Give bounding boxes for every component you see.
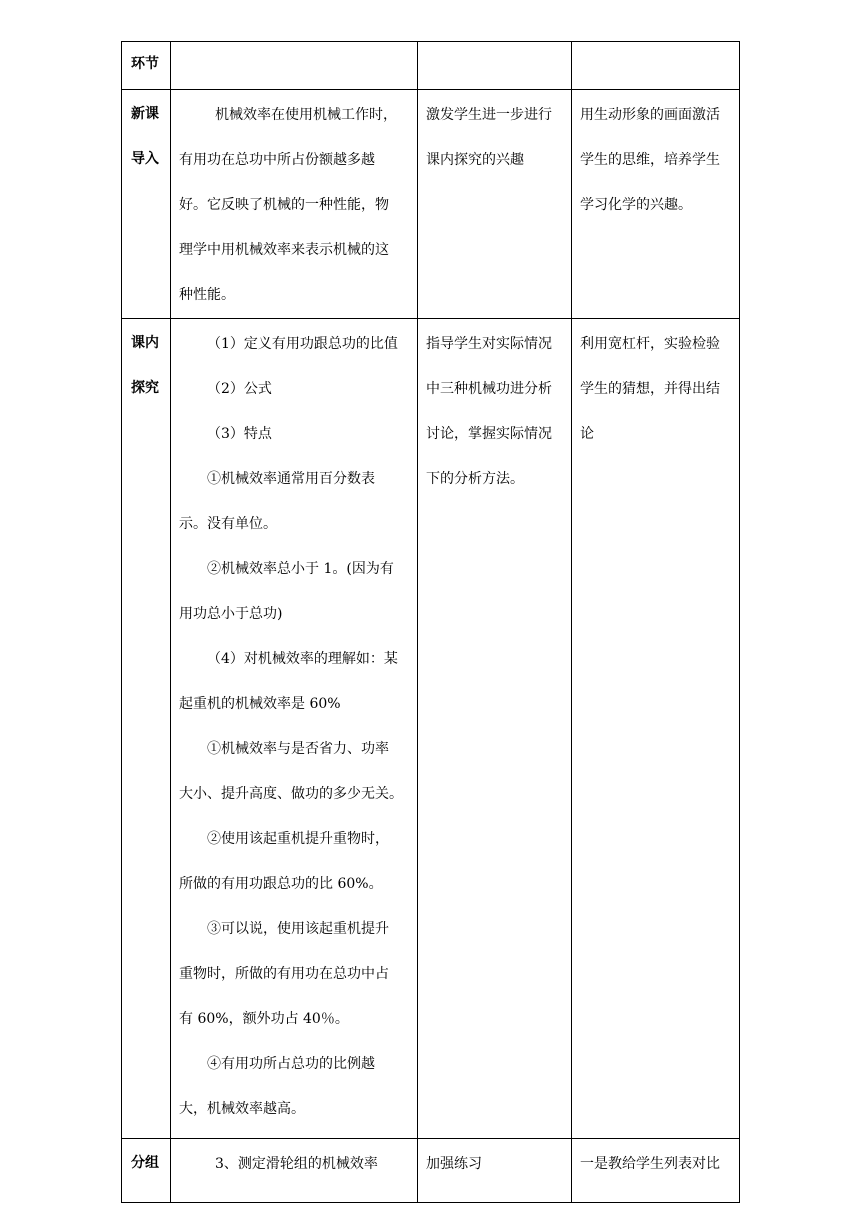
student-activity-cell bbox=[418, 1139, 572, 1203]
student-line: 讨论，掌握实际情况 bbox=[426, 426, 552, 442]
content-line: 大小、提升高度、做功的多少无关。 bbox=[179, 786, 403, 802]
content-line: （4）对机械效率的理解如：某 bbox=[207, 651, 398, 667]
student-line: 激发学生进一步进行 bbox=[426, 107, 552, 123]
content-line: 所做的有用功跟总功的比 60%。 bbox=[179, 876, 383, 892]
content-line: ③可以说，使用该起重机提升 bbox=[207, 921, 389, 937]
stage-cell bbox=[122, 1139, 171, 1203]
student-line: 指导学生对实际情况 bbox=[426, 336, 552, 352]
lesson-plan-table bbox=[121, 41, 740, 1203]
content-line: （1）定义有用功跟总功的比值 bbox=[207, 336, 398, 352]
content-line: （2）公式 bbox=[207, 381, 272, 397]
content-line: 机械效率在使用机械工作时， bbox=[215, 107, 397, 123]
intent-line: 论 bbox=[580, 426, 594, 442]
intent-line: 利用宽杠杆，实验检验 bbox=[580, 336, 720, 352]
content-line: （3）特点 bbox=[207, 426, 272, 442]
content-line: 重物时，所做的有用功在总功中占 bbox=[179, 966, 389, 982]
table-header-row bbox=[122, 42, 740, 90]
table-row bbox=[122, 90, 740, 319]
student-header-cell bbox=[418, 42, 572, 90]
content-line: ①机械效率通常用百分数表 bbox=[207, 471, 375, 487]
content-line: 起重机的机械效率是 60% bbox=[179, 696, 341, 712]
content-line: 3、测定滑轮组的机械效率 bbox=[215, 1156, 378, 1172]
intent-line: 一是教给学生列表对比 bbox=[580, 1156, 720, 1172]
content-header-cell bbox=[171, 42, 418, 90]
stage-label-line: 探究 bbox=[131, 380, 159, 396]
content-cell bbox=[171, 319, 418, 1139]
intent-line: 学生的猜想，并得出结 bbox=[580, 381, 720, 397]
intent-line: 学习化学的兴趣。 bbox=[580, 197, 692, 213]
stage-cell bbox=[122, 90, 171, 319]
content-cell bbox=[171, 1139, 418, 1203]
content-line: ②机械效率总小于 1。(因为有 bbox=[207, 561, 394, 577]
content-line: 理学中用机械效率来表示机械的这 bbox=[179, 242, 389, 258]
content-line: 有用功在总功中所占份额越多越 bbox=[179, 152, 375, 168]
content-line: ②使用该起重机提升重物时， bbox=[207, 831, 389, 847]
design-intent-cell bbox=[572, 90, 740, 319]
intent-line: 用生动形象的画面激活 bbox=[580, 107, 720, 123]
student-line: 课内探究的兴趣 bbox=[426, 152, 524, 168]
content-line: 示。没有单位。 bbox=[179, 516, 277, 532]
content-line: 好。它反映了机械的一种性能，物 bbox=[179, 197, 389, 213]
table-row bbox=[122, 1139, 740, 1203]
stage-label-line: 新课 bbox=[131, 106, 159, 122]
content-line: 有 60%，额外功占 40％。 bbox=[179, 1011, 349, 1027]
stage-label-line: 分组 bbox=[131, 1155, 159, 1171]
student-line: 下的分析方法。 bbox=[426, 471, 524, 487]
content-line: 种性能。 bbox=[179, 287, 235, 303]
content-line: ①机械效率与是否省力、功率 bbox=[207, 741, 389, 757]
student-activity-cell bbox=[418, 319, 572, 1139]
design-intent-cell bbox=[572, 319, 740, 1139]
content-cell bbox=[171, 90, 418, 319]
student-activity-cell bbox=[418, 90, 572, 319]
stage-label-line: 导入 bbox=[131, 151, 159, 167]
content-line: ④有用功所占总功的比例越 bbox=[207, 1056, 375, 1072]
design-intent-cell bbox=[572, 1139, 740, 1203]
intent-line: 学生的思维，培养学生 bbox=[580, 152, 720, 168]
stage-label-line: 课内 bbox=[131, 335, 159, 351]
student-line: 加强练习 bbox=[426, 1156, 482, 1172]
content-line: 大，机械效率越高。 bbox=[179, 1101, 305, 1117]
content-line: 用功总小于总功) bbox=[179, 606, 283, 622]
intent-header-cell bbox=[572, 42, 740, 90]
stage-header-cell: 环节 bbox=[122, 42, 171, 90]
student-line: 中三种机械功进分析 bbox=[426, 381, 552, 397]
stage-cell bbox=[122, 319, 171, 1139]
table-row bbox=[122, 319, 740, 1139]
